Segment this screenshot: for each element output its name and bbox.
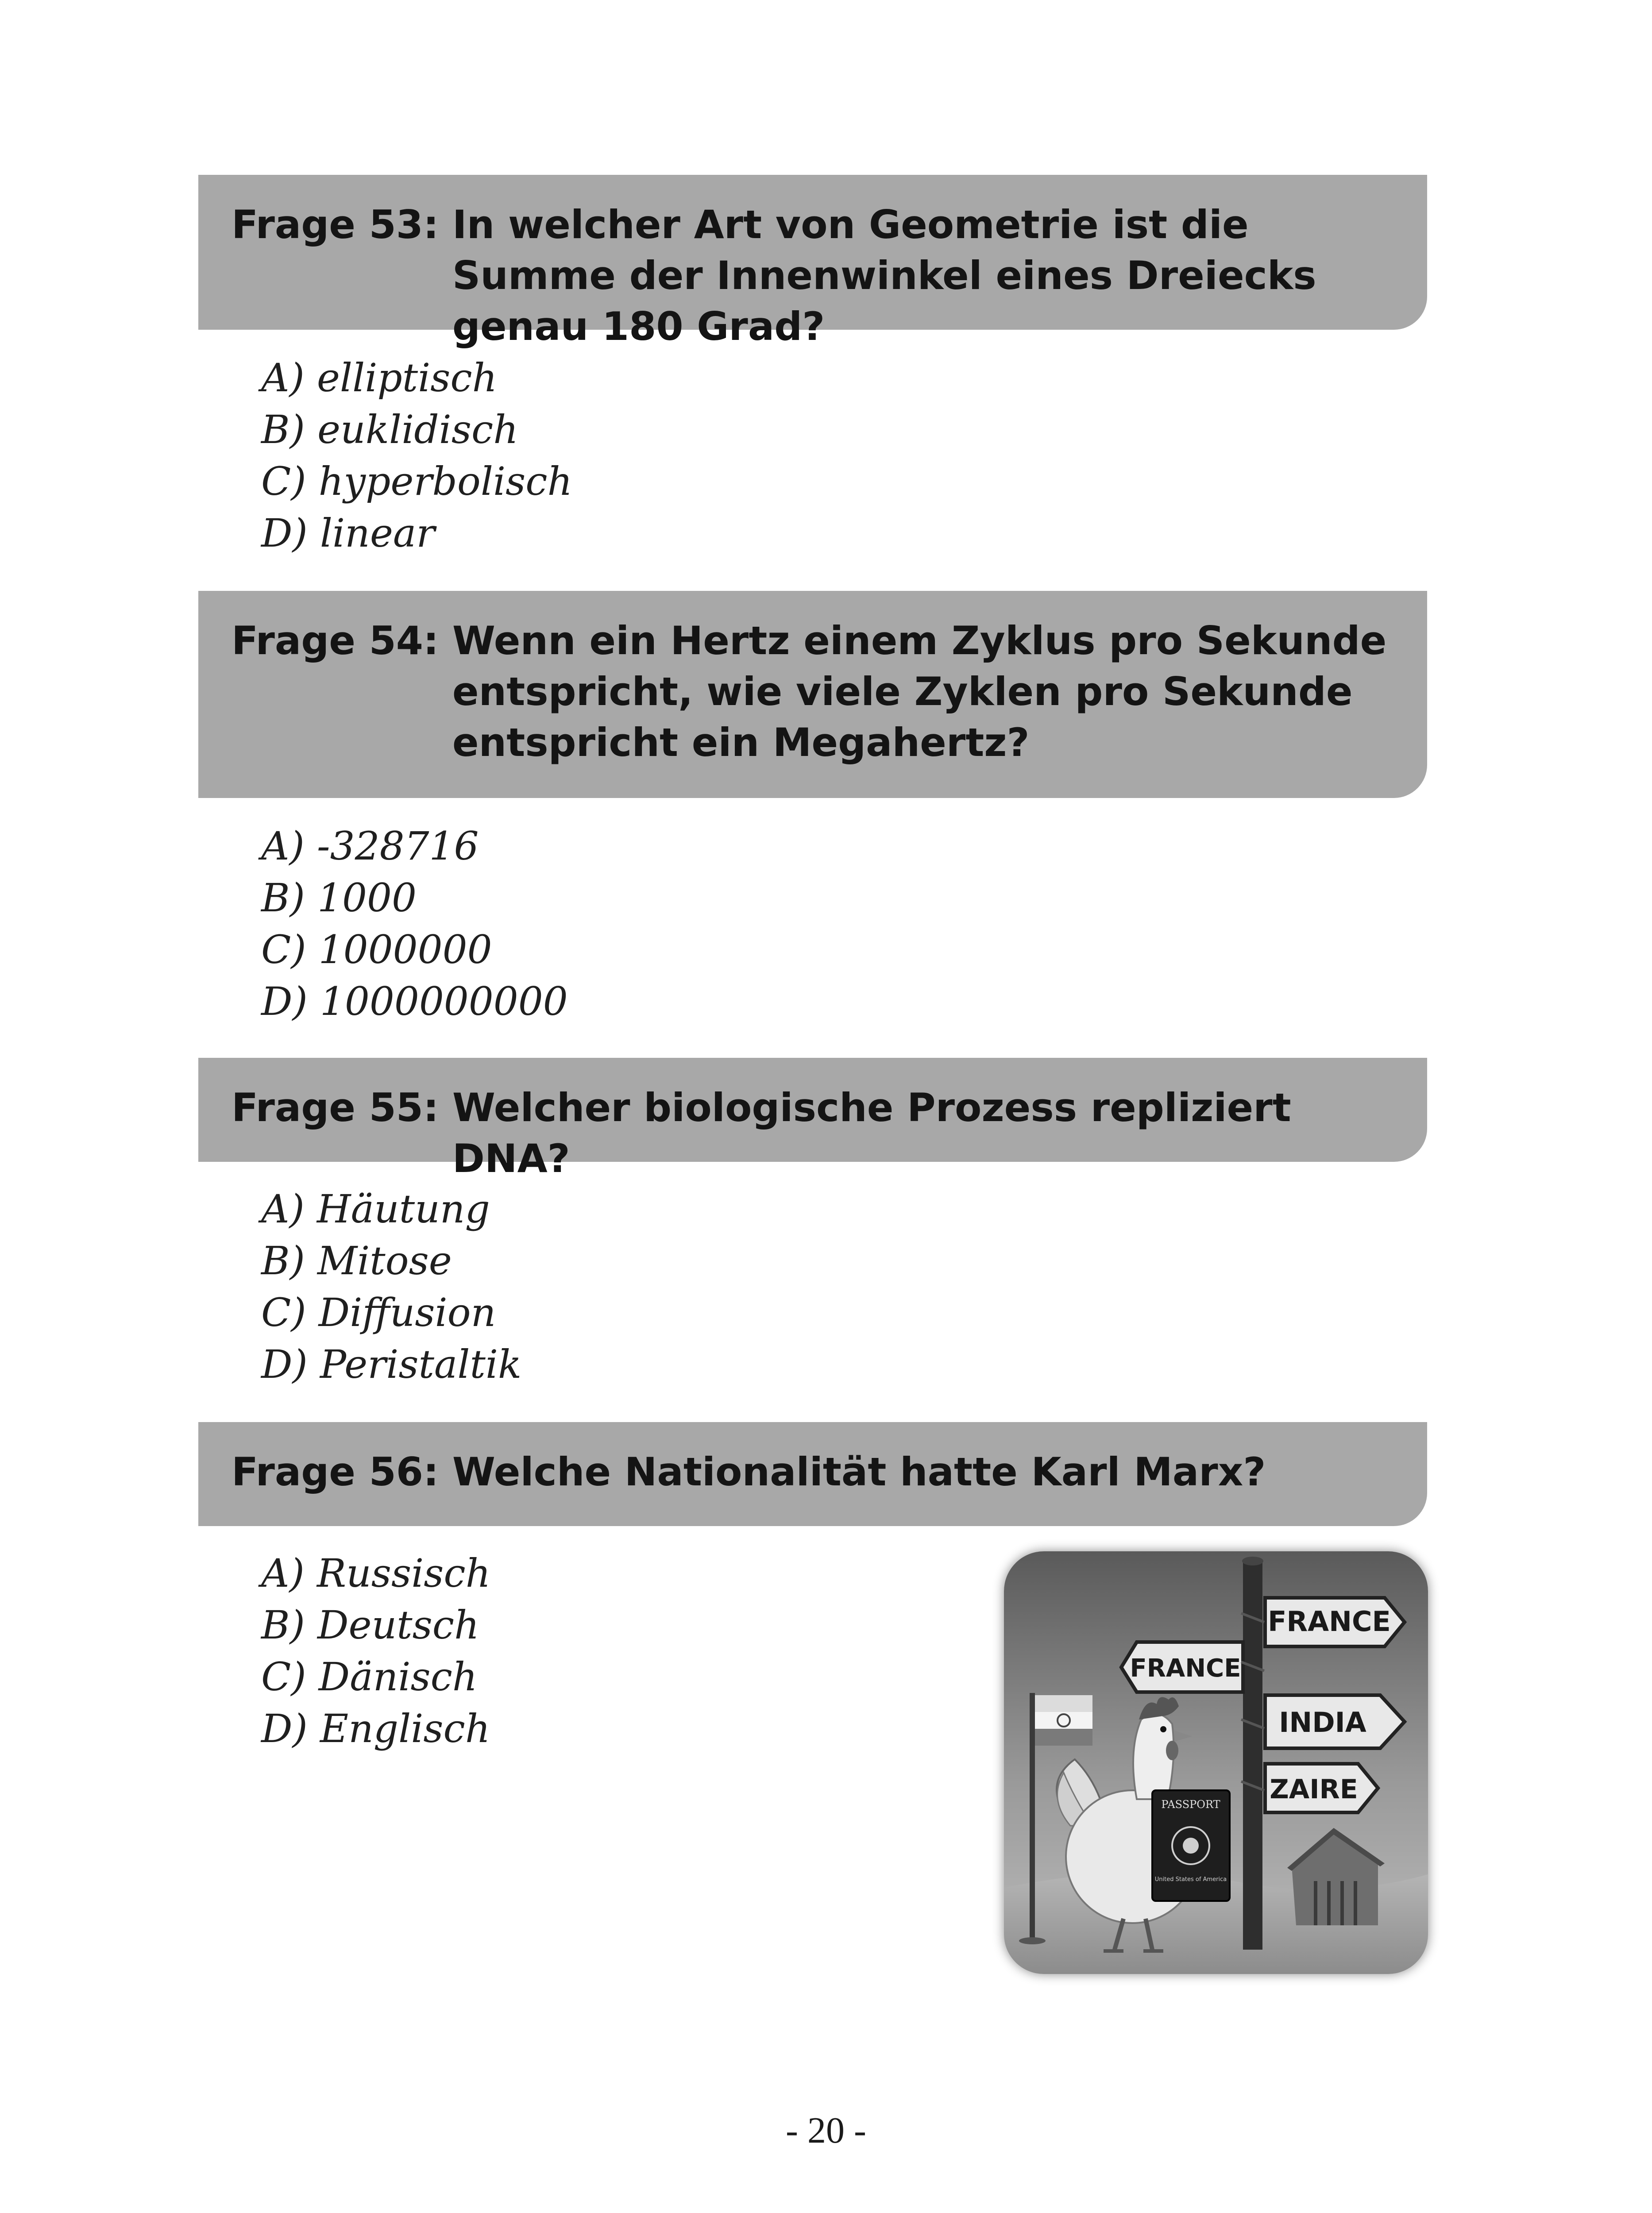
question-number: Frage 55:	[232, 1085, 452, 1130]
answer-option: A) Russisch	[261, 1550, 491, 1596]
answer-option: B) euklidisch	[261, 407, 518, 452]
answer-option: A) Häutung	[261, 1186, 490, 1232]
sign-india	[1265, 1695, 1405, 1748]
page-number: - 20 -	[786, 2110, 866, 2151]
svg-text:INDIA: INDIA	[1279, 1706, 1366, 1739]
answer-option: C) hyperbolisch	[261, 459, 573, 504]
answer-option: D) Peristaltik	[261, 1342, 522, 1387]
answer-option: C) 1000000	[261, 927, 492, 972]
question-53-box	[198, 175, 1427, 349]
svg-text:FRANCE: FRANCE	[1268, 1605, 1391, 1638]
answer-option: D) Englisch	[261, 1706, 490, 1751]
question-number: Frage 56:	[232, 1449, 452, 1495]
question-text: Welcher biologische Prozess repliziert DNA?	[452, 1085, 1291, 1181]
answer-list-55	[261, 1183, 521, 1390]
answer-option: A) elliptisch	[261, 355, 498, 401]
question-number: Frage 53:	[232, 202, 452, 247]
answer-list-54	[261, 820, 568, 1027]
svg-text:PASSPORT: PASSPORT	[1161, 1798, 1220, 1811]
sign-zaire	[1265, 1764, 1378, 1812]
answer-list-53	[261, 352, 572, 559]
answer-option: D) linear	[261, 510, 435, 556]
question-number: Frage 54:	[232, 618, 452, 663]
chicken-signpost-illustration	[1004, 1551, 1428, 1974]
question-56-box	[198, 1422, 1427, 1526]
svg-text:ZAIRE: ZAIRE	[1270, 1774, 1358, 1805]
answer-option: B) Deutsch	[261, 1602, 479, 1648]
signpost-scene	[1004, 1551, 1428, 1974]
answer-list-56	[261, 1547, 490, 1754]
svg-text:FRANCE: FRANCE	[1130, 1654, 1241, 1683]
flag-icon	[1035, 1695, 1092, 1746]
answer-option: C) Diffusion	[261, 1290, 496, 1335]
answer-option: B) 1000	[261, 875, 417, 921]
sign-france-left	[1121, 1642, 1243, 1692]
question-55-box	[198, 1058, 1427, 1181]
svg-text:United States of America: United States of America	[1154, 1876, 1227, 1883]
answer-option: D) 1000000000	[261, 979, 568, 1024]
answer-option: C) Dänisch	[261, 1654, 478, 1700]
question-text: In welcher Art von Geometrie ist die Summe der Innenwinkel eines Dreiecks genau 180 Grad?	[452, 202, 1316, 349]
answer-option: A) -328716	[261, 823, 479, 869]
sign-france-right	[1265, 1598, 1405, 1646]
question-text: Wenn ein Hertz einem Zyklus pro Sekunde entspricht, wie viele Zyklen pro Sekunde entspricht ein Megahertz?	[452, 618, 1387, 765]
question-text: Welche Nationalität hatte Karl Marx?	[452, 1449, 1266, 1495]
answer-option: B) Mitose	[261, 1238, 452, 1284]
flagpole	[1030, 1693, 1035, 1941]
question-54-box	[198, 591, 1427, 798]
passport-icon	[1152, 1790, 1230, 1901]
